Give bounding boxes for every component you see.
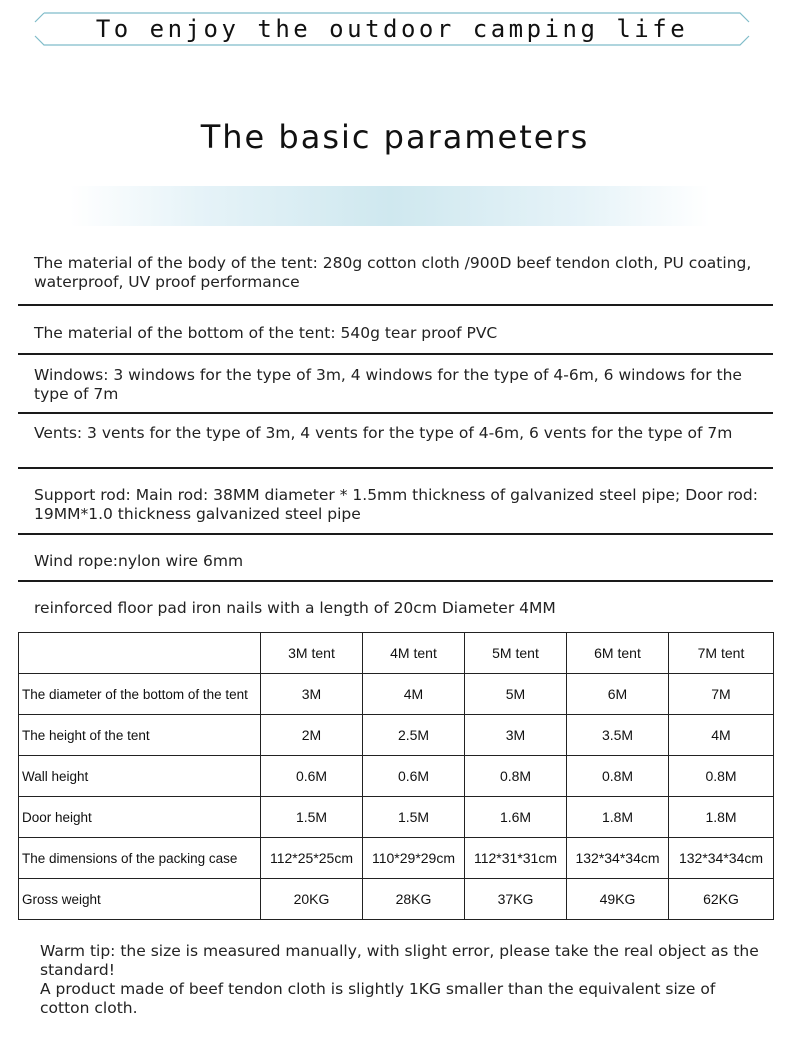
table-cell: 5M	[465, 674, 567, 715]
table-cell: 1.8M	[567, 797, 669, 838]
table-cell: 3M	[465, 715, 567, 756]
table-cell: 112*25*25cm	[261, 838, 363, 879]
table-header-cell: 4M tent	[363, 633, 465, 674]
table-cell: 110*29*29cm	[363, 838, 465, 879]
table-row	[19, 715, 774, 756]
table-cell: 0.6M	[363, 756, 465, 797]
table-row	[19, 797, 774, 838]
table-cell: 7M	[669, 674, 774, 715]
table-cell: 132*34*34cm	[567, 838, 669, 879]
param-body-material: The material of the body of the tent: 280g cotton cloth /900D beef tendon cloth, PU coating, waterproof, UV proof performance	[34, 254, 752, 291]
param-wind-rope: Wind rope:nylon wire 6mm	[34, 552, 244, 570]
divider	[18, 580, 773, 582]
divider	[18, 467, 773, 469]
table-cell: 1.5M	[363, 797, 465, 838]
table-header-cell: 3M tent	[261, 633, 363, 674]
table-header-row	[19, 633, 774, 674]
table-cell: 0.6M	[261, 756, 363, 797]
param-bottom-material: The material of the bottom of the tent: 540g tear proof PVC	[34, 324, 498, 342]
param-support-rod: Support rod: Main rod: 38MM diameter * 1.5mm thickness of galvanized steel pipe; Door rod: 19MM*1.0 thickness galvanized steel pipe	[34, 486, 758, 523]
table-row	[19, 838, 774, 879]
table-cell: 1.6M	[465, 797, 567, 838]
row-label: Gross weight	[19, 879, 261, 920]
table-cell: 3.5M	[567, 715, 669, 756]
divider	[18, 412, 773, 414]
param-floor-nails: reinforced floor pad iron nails with a length of 20cm Diameter 4MM	[34, 599, 556, 617]
table-cell: 1.5M	[261, 797, 363, 838]
table-cell: 3M	[261, 674, 363, 715]
table-cell: 49KG	[567, 879, 669, 920]
table-cell: 62KG	[669, 879, 774, 920]
row-label: The height of the tent	[19, 715, 261, 756]
param-windows: Windows: 3 windows for the type of 3m, 4 windows for the type of 4-6m, 6 windows for the type of 7m	[34, 366, 742, 403]
table-cell: 6M	[567, 674, 669, 715]
row-label: The dimensions of the packing case	[19, 838, 261, 879]
spec-table	[18, 632, 774, 920]
page-title: The basic parameters	[200, 118, 590, 156]
table-cell: 2.5M	[363, 715, 465, 756]
table-row	[19, 756, 774, 797]
divider	[18, 353, 773, 355]
table-header-cell: 7M tent	[669, 633, 774, 674]
table-header-cell: 5M tent	[465, 633, 567, 674]
divider	[18, 304, 773, 306]
table-cell: 112*31*31cm	[465, 838, 567, 879]
table-row	[19, 674, 774, 715]
row-label: The diameter of the bottom of the tent	[19, 674, 261, 715]
table-cell: 132*34*34cm	[669, 838, 774, 879]
row-label: Wall height	[19, 756, 261, 797]
table-cell: 37KG	[465, 879, 567, 920]
table-cell: 20KG	[261, 879, 363, 920]
title-glow	[70, 186, 710, 226]
banner-text: To enjoy the outdoor camping life	[95, 15, 689, 43]
table-cell: 1.8M	[669, 797, 774, 838]
table-row	[19, 879, 774, 920]
table-header-cell: 6M tent	[567, 633, 669, 674]
divider	[18, 533, 773, 535]
warm-tip	[40, 942, 760, 1018]
warm-tip-line: Warm tip: the size is measured manually, with slight error, please take the real object as the standard!	[40, 942, 759, 979]
table-header-cell	[19, 633, 261, 674]
banner	[34, 12, 750, 46]
table-cell: 2M	[261, 715, 363, 756]
table-cell: 0.8M	[465, 756, 567, 797]
table-cell: 4M	[669, 715, 774, 756]
table-cell: 0.8M	[669, 756, 774, 797]
row-label: Door height	[19, 797, 261, 838]
table-cell: 0.8M	[567, 756, 669, 797]
param-vents: Vents: 3 vents for the type of 3m, 4 vents for the type of 4-6m, 6 vents for the type of 7m	[34, 424, 733, 442]
table-cell: 4M	[363, 674, 465, 715]
warm-tip-line: A product made of beef tendon cloth is slightly 1KG smaller than the equivalent size of cotton cloth.	[40, 980, 716, 1017]
table-cell: 28KG	[363, 879, 465, 920]
